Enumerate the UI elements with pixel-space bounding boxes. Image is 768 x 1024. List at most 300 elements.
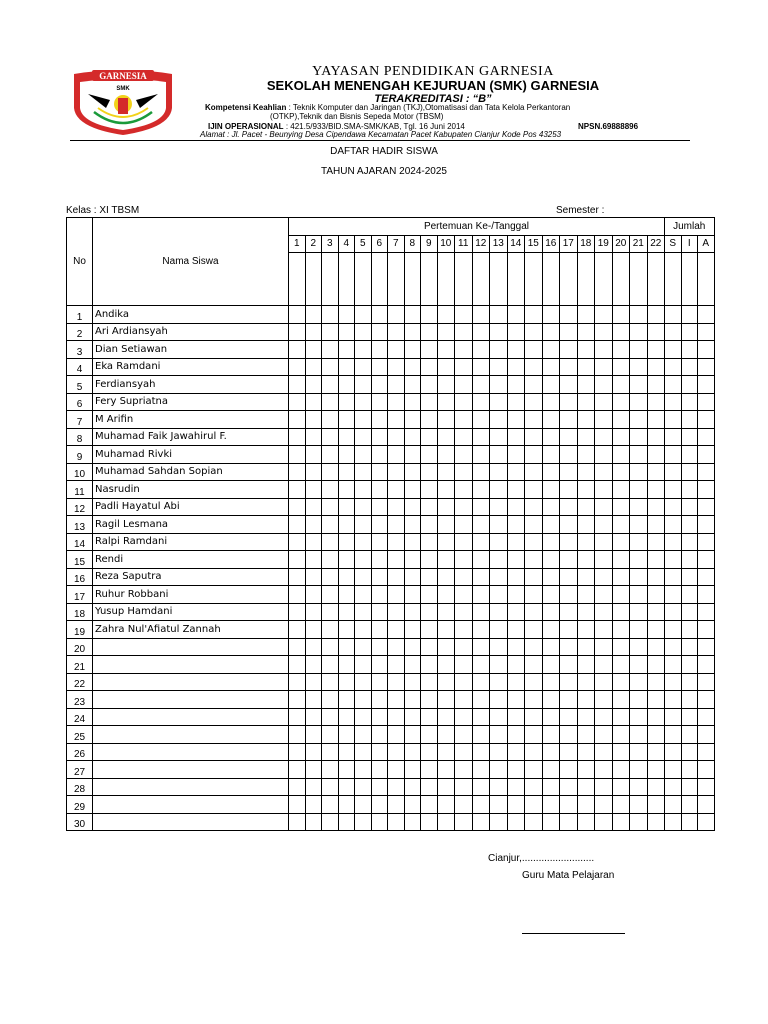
attendance-cell[interactable] <box>542 446 560 464</box>
attendance-cell[interactable] <box>560 691 578 709</box>
attendance-cell[interactable] <box>322 516 339 534</box>
attendance-cell[interactable] <box>681 656 698 674</box>
attendance-cell[interactable] <box>525 498 543 516</box>
attendance-cell[interactable] <box>388 796 405 814</box>
attendance-cell[interactable] <box>404 341 421 359</box>
attendance-cell[interactable] <box>490 498 508 516</box>
attendance-cell[interactable] <box>698 691 715 709</box>
attendance-cell[interactable] <box>698 428 715 446</box>
attendance-cell[interactable] <box>472 323 490 341</box>
attendance-cell[interactable] <box>698 726 715 744</box>
attendance-cell[interactable] <box>630 813 648 831</box>
attendance-cell[interactable] <box>647 568 665 586</box>
attendance-cell[interactable] <box>455 726 473 744</box>
attendance-cell[interactable] <box>490 796 508 814</box>
attendance-cell[interactable] <box>630 533 648 551</box>
attendance-cell[interactable] <box>560 621 578 639</box>
attendance-cell[interactable] <box>437 376 455 394</box>
attendance-cell[interactable] <box>322 481 339 499</box>
attendance-cell[interactable] <box>542 743 560 761</box>
attendance-cell[interactable] <box>525 481 543 499</box>
attendance-cell[interactable] <box>371 323 388 341</box>
attendance-cell[interactable] <box>681 411 698 429</box>
attendance-cell[interactable] <box>681 778 698 796</box>
attendance-cell[interactable] <box>490 568 508 586</box>
attendance-cell[interactable] <box>289 708 306 726</box>
attendance-cell[interactable] <box>490 323 508 341</box>
attendance-cell[interactable] <box>338 358 355 376</box>
attendance-cell[interactable] <box>371 726 388 744</box>
attendance-cell[interactable] <box>525 323 543 341</box>
attendance-cell[interactable] <box>681 306 698 324</box>
attendance-cell[interactable] <box>338 446 355 464</box>
attendance-cell[interactable] <box>322 656 339 674</box>
attendance-cell[interactable] <box>355 656 372 674</box>
attendance-cell[interactable] <box>455 463 473 481</box>
attendance-cell[interactable] <box>560 656 578 674</box>
attendance-cell[interactable] <box>289 726 306 744</box>
attendance-cell[interactable] <box>355 761 372 779</box>
attendance-cell[interactable] <box>355 743 372 761</box>
attendance-cell[interactable] <box>472 743 490 761</box>
attendance-cell[interactable] <box>305 656 322 674</box>
attendance-cell[interactable] <box>665 726 682 744</box>
attendance-cell[interactable] <box>681 621 698 639</box>
attendance-cell[interactable] <box>338 796 355 814</box>
attendance-cell[interactable] <box>371 463 388 481</box>
attendance-cell[interactable] <box>472 533 490 551</box>
attendance-cell[interactable] <box>322 743 339 761</box>
attendance-cell[interactable] <box>647 743 665 761</box>
attendance-cell[interactable] <box>507 358 525 376</box>
attendance-cell[interactable] <box>388 411 405 429</box>
attendance-cell[interactable] <box>681 323 698 341</box>
attendance-cell[interactable] <box>404 673 421 691</box>
attendance-cell[interactable] <box>355 323 372 341</box>
attendance-cell[interactable] <box>681 708 698 726</box>
attendance-cell[interactable] <box>490 743 508 761</box>
attendance-cell[interactable] <box>490 813 508 831</box>
attendance-cell[interactable] <box>322 376 339 394</box>
attendance-cell[interactable] <box>338 516 355 534</box>
attendance-cell[interactable] <box>404 376 421 394</box>
attendance-cell[interactable] <box>371 341 388 359</box>
attendance-cell[interactable] <box>289 323 306 341</box>
attendance-cell[interactable] <box>421 551 438 569</box>
attendance-cell[interactable] <box>525 673 543 691</box>
attendance-cell[interactable] <box>455 481 473 499</box>
date-cell[interactable] <box>355 253 372 306</box>
attendance-cell[interactable] <box>647 393 665 411</box>
attendance-cell[interactable] <box>681 796 698 814</box>
attendance-cell[interactable] <box>647 358 665 376</box>
attendance-cell[interactable] <box>322 621 339 639</box>
date-cell[interactable] <box>630 253 648 306</box>
attendance-cell[interactable] <box>388 778 405 796</box>
attendance-cell[interactable] <box>289 778 306 796</box>
attendance-cell[interactable] <box>355 691 372 709</box>
attendance-cell[interactable] <box>455 813 473 831</box>
attendance-cell[interactable] <box>630 516 648 534</box>
attendance-cell[interactable] <box>371 673 388 691</box>
attendance-cell[interactable] <box>421 516 438 534</box>
attendance-cell[interactable] <box>647 323 665 341</box>
attendance-cell[interactable] <box>355 726 372 744</box>
attendance-cell[interactable] <box>355 428 372 446</box>
attendance-cell[interactable] <box>322 586 339 604</box>
attendance-cell[interactable] <box>421 691 438 709</box>
attendance-cell[interactable] <box>542 411 560 429</box>
attendance-cell[interactable] <box>421 586 438 604</box>
date-cell[interactable] <box>490 253 508 306</box>
attendance-cell[interactable] <box>595 306 613 324</box>
attendance-cell[interactable] <box>630 551 648 569</box>
attendance-cell[interactable] <box>455 376 473 394</box>
attendance-cell[interactable] <box>560 463 578 481</box>
attendance-cell[interactable] <box>560 813 578 831</box>
attendance-cell[interactable] <box>577 603 595 621</box>
attendance-cell[interactable] <box>289 551 306 569</box>
attendance-cell[interactable] <box>490 638 508 656</box>
attendance-cell[interactable] <box>612 796 630 814</box>
attendance-cell[interactable] <box>404 323 421 341</box>
attendance-cell[interactable] <box>338 393 355 411</box>
attendance-cell[interactable] <box>665 358 682 376</box>
attendance-cell[interactable] <box>665 533 682 551</box>
attendance-cell[interactable] <box>472 656 490 674</box>
attendance-cell[interactable] <box>630 743 648 761</box>
attendance-cell[interactable] <box>371 586 388 604</box>
attendance-cell[interactable] <box>388 498 405 516</box>
attendance-cell[interactable] <box>437 446 455 464</box>
attendance-cell[interactable] <box>647 691 665 709</box>
attendance-cell[interactable] <box>455 778 473 796</box>
attendance-cell[interactable] <box>404 656 421 674</box>
attendance-cell[interactable] <box>681 638 698 656</box>
attendance-cell[interactable] <box>305 341 322 359</box>
attendance-cell[interactable] <box>577 796 595 814</box>
attendance-cell[interactable] <box>305 743 322 761</box>
attendance-cell[interactable] <box>322 306 339 324</box>
attendance-cell[interactable] <box>630 761 648 779</box>
date-cell[interactable] <box>322 253 339 306</box>
attendance-cell[interactable] <box>355 306 372 324</box>
attendance-cell[interactable] <box>647 586 665 604</box>
attendance-cell[interactable] <box>525 586 543 604</box>
attendance-cell[interactable] <box>698 551 715 569</box>
attendance-cell[interactable] <box>647 708 665 726</box>
attendance-cell[interactable] <box>355 568 372 586</box>
attendance-cell[interactable] <box>507 621 525 639</box>
attendance-cell[interactable] <box>490 603 508 621</box>
attendance-cell[interactable] <box>560 708 578 726</box>
attendance-cell[interactable] <box>404 516 421 534</box>
attendance-cell[interactable] <box>404 498 421 516</box>
attendance-cell[interactable] <box>289 393 306 411</box>
attendance-cell[interactable] <box>595 708 613 726</box>
attendance-cell[interactable] <box>388 516 405 534</box>
attendance-cell[interactable] <box>665 603 682 621</box>
attendance-cell[interactable] <box>681 551 698 569</box>
attendance-cell[interactable] <box>525 638 543 656</box>
attendance-cell[interactable] <box>305 516 322 534</box>
attendance-cell[interactable] <box>560 551 578 569</box>
attendance-cell[interactable] <box>388 708 405 726</box>
attendance-cell[interactable] <box>681 603 698 621</box>
attendance-cell[interactable] <box>338 341 355 359</box>
attendance-cell[interactable] <box>681 463 698 481</box>
attendance-cell[interactable] <box>542 323 560 341</box>
attendance-cell[interactable] <box>472 761 490 779</box>
attendance-cell[interactable] <box>595 743 613 761</box>
attendance-cell[interactable] <box>577 761 595 779</box>
attendance-cell[interactable] <box>289 796 306 814</box>
attendance-cell[interactable] <box>371 656 388 674</box>
attendance-cell[interactable] <box>542 813 560 831</box>
attendance-cell[interactable] <box>404 411 421 429</box>
attendance-cell[interactable] <box>322 568 339 586</box>
attendance-cell[interactable] <box>289 656 306 674</box>
attendance-cell[interactable] <box>490 708 508 726</box>
attendance-cell[interactable] <box>455 638 473 656</box>
attendance-cell[interactable] <box>388 446 405 464</box>
attendance-cell[interactable] <box>577 306 595 324</box>
attendance-cell[interactable] <box>507 568 525 586</box>
attendance-cell[interactable] <box>681 586 698 604</box>
attendance-cell[interactable] <box>305 778 322 796</box>
attendance-cell[interactable] <box>525 463 543 481</box>
attendance-cell[interactable] <box>355 341 372 359</box>
attendance-cell[interactable] <box>612 463 630 481</box>
attendance-cell[interactable] <box>355 498 372 516</box>
attendance-cell[interactable] <box>507 411 525 429</box>
attendance-cell[interactable] <box>305 708 322 726</box>
attendance-cell[interactable] <box>322 673 339 691</box>
attendance-cell[interactable] <box>322 463 339 481</box>
attendance-cell[interactable] <box>404 621 421 639</box>
attendance-cell[interactable] <box>542 481 560 499</box>
attendance-cell[interactable] <box>338 603 355 621</box>
attendance-cell[interactable] <box>404 393 421 411</box>
attendance-cell[interactable] <box>455 306 473 324</box>
attendance-cell[interactable] <box>490 533 508 551</box>
attendance-cell[interactable] <box>455 516 473 534</box>
attendance-cell[interactable] <box>595 603 613 621</box>
attendance-cell[interactable] <box>612 533 630 551</box>
attendance-cell[interactable] <box>665 761 682 779</box>
attendance-cell[interactable] <box>490 673 508 691</box>
attendance-cell[interactable] <box>437 778 455 796</box>
attendance-cell[interactable] <box>698 708 715 726</box>
attendance-cell[interactable] <box>560 481 578 499</box>
attendance-cell[interactable] <box>507 463 525 481</box>
attendance-cell[interactable] <box>681 691 698 709</box>
attendance-cell[interactable] <box>507 778 525 796</box>
attendance-cell[interactable] <box>472 463 490 481</box>
attendance-cell[interactable] <box>595 778 613 796</box>
attendance-cell[interactable] <box>612 761 630 779</box>
attendance-cell[interactable] <box>630 498 648 516</box>
attendance-cell[interactable] <box>542 656 560 674</box>
attendance-cell[interactable] <box>577 341 595 359</box>
attendance-cell[interactable] <box>338 621 355 639</box>
attendance-cell[interactable] <box>289 376 306 394</box>
attendance-cell[interactable] <box>630 708 648 726</box>
attendance-cell[interactable] <box>525 446 543 464</box>
attendance-cell[interactable] <box>525 796 543 814</box>
attendance-cell[interactable] <box>421 533 438 551</box>
attendance-cell[interactable] <box>560 341 578 359</box>
attendance-cell[interactable] <box>577 691 595 709</box>
attendance-cell[interactable] <box>595 691 613 709</box>
attendance-cell[interactable] <box>560 568 578 586</box>
attendance-cell[interactable] <box>371 516 388 534</box>
date-cell[interactable] <box>437 253 455 306</box>
attendance-cell[interactable] <box>322 498 339 516</box>
attendance-cell[interactable] <box>322 358 339 376</box>
attendance-cell[interactable] <box>698 778 715 796</box>
attendance-cell[interactable] <box>681 376 698 394</box>
attendance-cell[interactable] <box>472 516 490 534</box>
attendance-cell[interactable] <box>681 533 698 551</box>
attendance-cell[interactable] <box>472 603 490 621</box>
attendance-cell[interactable] <box>595 533 613 551</box>
attendance-cell[interactable] <box>388 551 405 569</box>
attendance-cell[interactable] <box>525 603 543 621</box>
attendance-cell[interactable] <box>437 761 455 779</box>
attendance-cell[interactable] <box>455 743 473 761</box>
attendance-cell[interactable] <box>698 673 715 691</box>
attendance-cell[interactable] <box>421 673 438 691</box>
attendance-cell[interactable] <box>421 393 438 411</box>
attendance-cell[interactable] <box>577 551 595 569</box>
attendance-cell[interactable] <box>507 656 525 674</box>
attendance-cell[interactable] <box>525 306 543 324</box>
attendance-cell[interactable] <box>507 691 525 709</box>
attendance-cell[interactable] <box>630 306 648 324</box>
date-cell[interactable] <box>612 253 630 306</box>
attendance-cell[interactable] <box>371 428 388 446</box>
attendance-cell[interactable] <box>322 708 339 726</box>
attendance-cell[interactable] <box>525 516 543 534</box>
attendance-cell[interactable] <box>665 306 682 324</box>
attendance-cell[interactable] <box>472 376 490 394</box>
attendance-cell[interactable] <box>525 428 543 446</box>
attendance-cell[interactable] <box>507 743 525 761</box>
attendance-cell[interactable] <box>490 446 508 464</box>
attendance-cell[interactable] <box>338 673 355 691</box>
attendance-cell[interactable] <box>681 743 698 761</box>
attendance-cell[interactable] <box>472 306 490 324</box>
attendance-cell[interactable] <box>630 323 648 341</box>
attendance-cell[interactable] <box>388 691 405 709</box>
attendance-cell[interactable] <box>421 428 438 446</box>
attendance-cell[interactable] <box>542 603 560 621</box>
attendance-cell[interactable] <box>542 796 560 814</box>
attendance-cell[interactable] <box>388 586 405 604</box>
attendance-cell[interactable] <box>542 726 560 744</box>
attendance-cell[interactable] <box>507 813 525 831</box>
attendance-cell[interactable] <box>542 428 560 446</box>
attendance-cell[interactable] <box>305 463 322 481</box>
attendance-cell[interactable] <box>305 638 322 656</box>
attendance-cell[interactable] <box>371 306 388 324</box>
attendance-cell[interactable] <box>472 446 490 464</box>
attendance-cell[interactable] <box>322 393 339 411</box>
attendance-cell[interactable] <box>355 376 372 394</box>
attendance-cell[interactable] <box>507 638 525 656</box>
attendance-cell[interactable] <box>437 463 455 481</box>
attendance-cell[interactable] <box>355 551 372 569</box>
attendance-cell[interactable] <box>371 446 388 464</box>
attendance-cell[interactable] <box>612 481 630 499</box>
attendance-cell[interactable] <box>577 568 595 586</box>
attendance-cell[interactable] <box>542 341 560 359</box>
attendance-cell[interactable] <box>322 446 339 464</box>
attendance-cell[interactable] <box>630 341 648 359</box>
attendance-cell[interactable] <box>472 638 490 656</box>
attendance-cell[interactable] <box>437 411 455 429</box>
date-cell[interactable] <box>371 253 388 306</box>
attendance-cell[interactable] <box>612 813 630 831</box>
attendance-cell[interactable] <box>305 376 322 394</box>
attendance-cell[interactable] <box>455 621 473 639</box>
attendance-cell[interactable] <box>472 551 490 569</box>
attendance-cell[interactable] <box>577 498 595 516</box>
attendance-cell[interactable] <box>665 341 682 359</box>
attendance-cell[interactable] <box>630 376 648 394</box>
attendance-cell[interactable] <box>404 306 421 324</box>
attendance-cell[interactable] <box>681 516 698 534</box>
attendance-cell[interactable] <box>612 498 630 516</box>
attendance-cell[interactable] <box>338 428 355 446</box>
attendance-cell[interactable] <box>371 603 388 621</box>
attendance-cell[interactable] <box>371 551 388 569</box>
attendance-cell[interactable] <box>647 533 665 551</box>
attendance-cell[interactable] <box>577 428 595 446</box>
attendance-cell[interactable] <box>647 638 665 656</box>
attendance-cell[interactable] <box>404 796 421 814</box>
attendance-cell[interactable] <box>305 551 322 569</box>
attendance-cell[interactable] <box>305 813 322 831</box>
attendance-cell[interactable] <box>338 376 355 394</box>
attendance-cell[interactable] <box>647 516 665 534</box>
attendance-cell[interactable] <box>647 761 665 779</box>
attendance-cell[interactable] <box>472 586 490 604</box>
attendance-cell[interactable] <box>542 586 560 604</box>
attendance-cell[interactable] <box>455 533 473 551</box>
attendance-cell[interactable] <box>595 341 613 359</box>
attendance-cell[interactable] <box>490 516 508 534</box>
attendance-cell[interactable] <box>371 358 388 376</box>
attendance-cell[interactable] <box>371 481 388 499</box>
date-cell[interactable] <box>595 253 613 306</box>
attendance-cell[interactable] <box>577 743 595 761</box>
attendance-cell[interactable] <box>437 638 455 656</box>
attendance-cell[interactable] <box>338 323 355 341</box>
attendance-cell[interactable] <box>289 533 306 551</box>
attendance-cell[interactable] <box>698 638 715 656</box>
attendance-cell[interactable] <box>612 726 630 744</box>
attendance-cell[interactable] <box>542 498 560 516</box>
attendance-cell[interactable] <box>595 376 613 394</box>
attendance-cell[interactable] <box>289 411 306 429</box>
attendance-cell[interactable] <box>322 778 339 796</box>
attendance-cell[interactable] <box>305 673 322 691</box>
attendance-cell[interactable] <box>404 761 421 779</box>
attendance-cell[interactable] <box>681 393 698 411</box>
attendance-cell[interactable] <box>665 621 682 639</box>
